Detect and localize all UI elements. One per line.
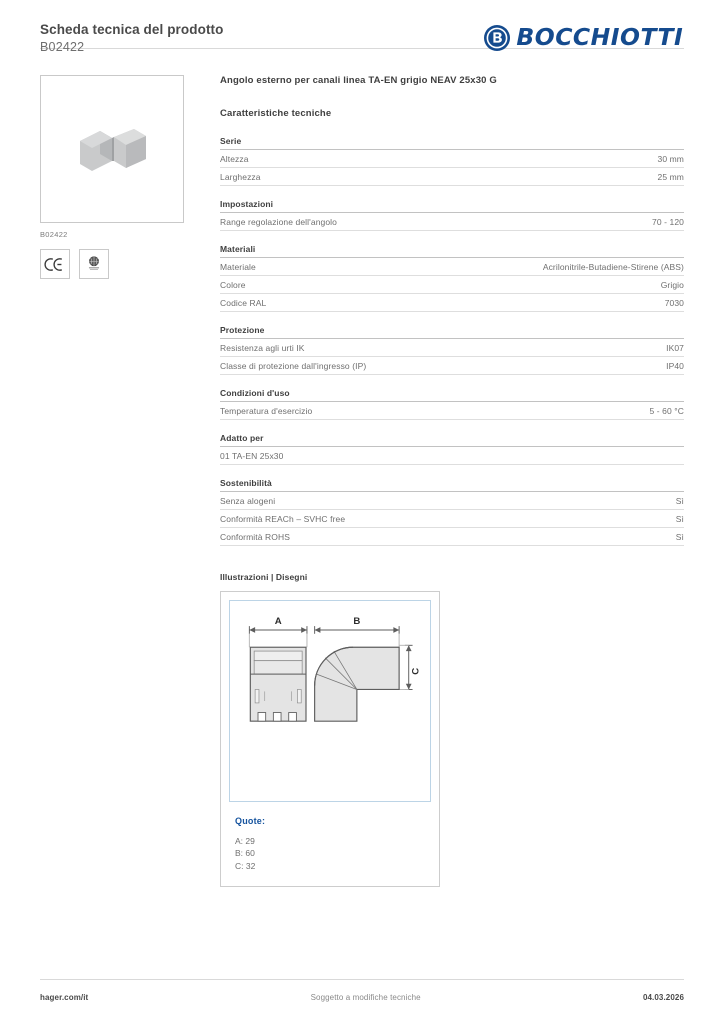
spec-row — [220, 276, 684, 294]
spec-key: Altezza — [220, 154, 249, 164]
spec-key: Resistenza agli urti IK — [220, 343, 305, 353]
spec-row — [220, 258, 684, 276]
footer-date: 04.03.2026 — [642, 993, 684, 1002]
spec-value: 7030 — [664, 298, 684, 308]
certification-badges — [40, 249, 204, 279]
header-titles — [40, 22, 223, 56]
spec-row — [220, 150, 684, 168]
specs-table — [220, 136, 684, 546]
dimension-values — [235, 835, 431, 872]
footer-website-link[interactable]: hager.com/it — [40, 993, 89, 1002]
spec-row — [220, 492, 684, 510]
footer-divider — [40, 979, 684, 980]
spec-group — [220, 244, 684, 312]
product-image-caption: B02422 — [40, 230, 68, 239]
spec-key: Temperatura d'esercizio — [220, 406, 313, 416]
bocchiotti-b-circle-icon — [483, 24, 511, 52]
quote-label: Quote: — [235, 816, 266, 826]
spec-key: Materiale — [220, 262, 256, 272]
ce-mark-badge — [40, 249, 70, 279]
spec-row — [220, 294, 684, 312]
spec-value: IP40 — [666, 361, 684, 371]
product-image — [40, 75, 184, 223]
spec-value: Sì — [675, 496, 684, 506]
spec-row — [220, 447, 684, 465]
spec-value: IK07 — [666, 343, 684, 353]
page-header — [40, 0, 684, 54]
spec-key: 01 TA-EN 25x30 — [220, 451, 284, 461]
spec-key: Senza alogeni — [220, 496, 276, 506]
spec-key: Conformità REACh – SVHC free — [220, 514, 346, 524]
brand-name: BOCCHIOTTI — [516, 25, 684, 51]
page-title: Scheda tecnica del prodotto — [40, 22, 224, 37]
spec-key: Conformità ROHS — [220, 532, 290, 542]
dimension-value: A: 29 — [235, 836, 255, 846]
spec-group-heading: Sostenibilità — [220, 478, 684, 492]
spec-row — [220, 510, 684, 528]
certification-badge — [79, 249, 109, 279]
spec-value: Grigio — [660, 280, 684, 290]
spec-group-heading: Adatto per — [220, 433, 684, 447]
spec-value: 70 - 120 — [652, 217, 684, 227]
page-content — [40, 75, 684, 887]
dimension-label-b: B — [353, 616, 361, 628]
spec-row — [220, 213, 684, 231]
page-footer — [40, 979, 684, 1002]
technical-drawing — [229, 600, 431, 802]
footer-disclaimer: Soggetto a modifiche tecniche — [310, 993, 421, 1002]
spec-group — [220, 325, 684, 375]
spec-group — [220, 478, 684, 546]
dimension-value: B: 60 — [235, 848, 255, 859]
product-media-column — [40, 75, 204, 279]
spec-key: Codice RAL — [220, 298, 267, 308]
spec-group-heading: Serie — [220, 136, 684, 150]
dimension-value: C: 32 — [235, 860, 256, 871]
spec-group — [220, 136, 684, 186]
spec-row — [220, 357, 684, 375]
spec-key: Range regolazione dell'angolo — [220, 217, 337, 227]
spec-value: 30 mm — [657, 154, 684, 164]
dimension-label-a: A — [274, 616, 282, 628]
spec-value: Sì — [675, 532, 684, 542]
spec-group-heading: Materiali — [220, 244, 684, 258]
spec-value: 25 mm — [657, 172, 684, 182]
spec-group-heading: Condizioni d'uso — [220, 388, 684, 402]
spec-group — [220, 388, 684, 420]
spec-value: Sì — [675, 514, 684, 524]
spec-row — [220, 168, 684, 186]
spec-row — [220, 339, 684, 357]
spec-key: Classe di protezione dall'ingresso (IP) — [220, 361, 367, 371]
spec-row — [220, 528, 684, 546]
spec-group-heading: Impostazioni — [220, 199, 684, 213]
technical-drawing-card — [220, 591, 440, 887]
page-subtitle-product-code: B02422 — [40, 39, 85, 54]
product-name: Angolo esterno per canali linea TA-EN grigio NEAV 25x30 G — [220, 75, 497, 86]
spec-group — [220, 199, 684, 231]
product-details-column — [204, 75, 684, 887]
dimension-label-c: C — [410, 667, 422, 675]
spec-key: Larghezza — [220, 172, 261, 182]
spec-row — [220, 402, 684, 420]
spec-group-heading: Protezione — [220, 325, 684, 339]
spec-value: Acrilonitrile-Butadiene-Stirene (ABS) — [542, 262, 684, 272]
spec-key: Colore — [220, 280, 246, 290]
drawings-section-title: Illustrazioni | Disegni — [220, 572, 308, 582]
spec-value: 5 - 60 °C — [649, 406, 684, 416]
brand-logo — [483, 24, 684, 52]
specs-section-title: Caratteristiche tecniche — [220, 108, 332, 119]
spec-group — [220, 433, 684, 465]
